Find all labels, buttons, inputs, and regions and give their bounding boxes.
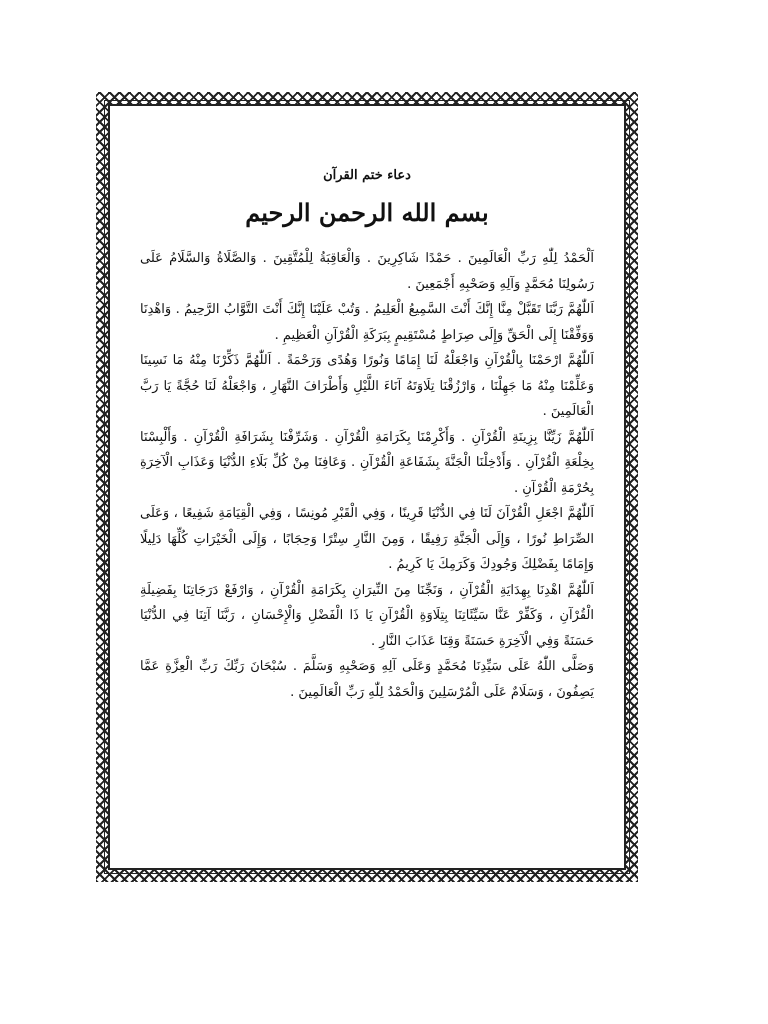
prayer-text [140,246,594,705]
basmala-calligraphy: بسم الله الرحمن الرحيم [245,198,489,227]
paragraph-praise: اَلْحَمْدُ لِلّٰهِ رَبِّ الْعَالَمِينَ . حَمْدًا شَاكِرِينَ . وَالْعَاقِبَةُ لِلْمُتَّقِينَ . وَالصَّلَاةُ وَالسَّلَامُ عَلَى رَسُولِنَا مُحَمَّدٍ وَآلِهِ وَصَحْبِهِ أَجْمَعِينَ . [140,251,594,292]
paragraph-closing: وَصَلَّى اللّٰهُ عَلَى سَيِّدِنَا مُحَمَّدٍ وَعَلَى آلِهِ وَصَحْبِهِ وَسَلَّمَ . سُبْحَانَ رَبِّكَ رَبِّ الْعِزَّةِ عَمَّا يَصِفُونَ ، وَسَلَامٌ عَلَى الْمُرْسَلِينَ وَالْحَمْدُ لِلّٰهِ رَبِّ الْعَالَمِينَ . [140,659,594,700]
paragraph-companion: اَللّٰهُمَّ اجْعَلِ الْقُرْآنَ لَنَا فِي الدُّنْيَا قَرِينًا ، وَفِي الْقَبْرِ مُونِسًا ، وَفِي الْقِيَامَةِ شَفِيعًا ، وَعَلَى الصِّرَاطِ نُورًا ، وَإِلَى الْجَنَّةِ رَفِيقًا ، وَمِنَ النَّارِ سِتْرًا وَحِجَابًا ، وَإِلَى الْخَيْرَاتِ كُلِّهَا دَلِيلًا وَإِمَامًا بِفَضْلِكَ وَجُودِكَ وَكَرَمِكَ يَا كَرِيمُ . [140,506,594,572]
page-content [108,104,626,870]
paragraph-adornment: اَللّٰهُمَّ زَيِّنَّا بِزِينَةِ الْقُرْآنِ . وَأَكْرِمْنَا بِكَرَامَةِ الْقُرْآنِ . وَشَرِّفْنَا بِشَرَافَةِ الْقُرْآنِ . وَأَلْبِسْنَا بِخِلْعَةِ الْقُرْآنِ . وَأَدْخِلْنَا الْجَنَّةَ بِشَفَاعَةِ الْقُرْآنِ . وَعَافِنَا مِنْ كُلِّ بَلَاءِ الدُّنْيَا وَعَذَابِ الْآخِرَةِ بِحُرْمَةِ الْقُرْآنِ . [140,429,594,496]
paragraph-mercy: اَللّٰهُمَّ ارْحَمْنَا بِالْقُرْآنِ وَاجْعَلْهُ لَنَا إِمَامًا وَنُورًا وَهُدًى وَرَحْمَةً . اَللّٰهُمَّ ذَكِّرْنَا مِنْهُ مَا نَسِينَا وَعَلِّمْنَا مِنْهُ مَا جَهِلْنَا ، وَارْزُقْنَا تِلَاوَتَهُ آنَاءَ اللَّيْلِ وَأَطْرَافَ النَّهَارِ ، وَاجْعَلْهُ لَنَا حُجَّةً يَا رَبَّ الْعَالَمِينَ . [140,353,594,419]
ornamental-border [96,92,638,882]
document-title: دعاء ختم القرآن [323,168,411,183]
paragraph-guidance: اَللّٰهُمَّ اهْدِنَا بِهِدَايَةِ الْقُرْآنِ ، وَنَجِّنَا مِنَ النِّيرَانِ بِكَرَامَةِ الْقُرْآنِ ، وَارْفَعْ دَرَجَاتِنَا بِفَضِيلَةِ الْقُرْآنِ ، وَكَفِّرْ عَنَّا سَيِّئَاتِنَا بِتِلَاوَةِ الْقُرْآنِ يَا ذَا الْفَضْلِ وَالْإِحْسَانِ ، رَبَّنَا آتِنَا فِي الدُّنْيَا حَسَنَةً وَفِي الْآخِرَةِ حَسَنَةً وَقِنَا عَذَابَ النَّارِ . [140,582,594,649]
paragraph-acceptance: اَللّٰهُمَّ رَبَّنَا تَقَبَّلْ مِنَّا إِنَّكَ أَنْتَ السَّمِيعُ الْعَلِيمُ . وَتُبْ عَلَيْنَا إِنَّكَ أَنْتَ التَّوَّابُ الرَّحِيمُ . وَاهْدِنَا وَوَفِّقْنَا إِلَى الْحَقِّ وَإِلَى صِرَاطٍ مُسْتَقِيمٍ بِبَرَكَةِ الْقُرْآنِ الْعَظِيمِ . [140,302,594,343]
